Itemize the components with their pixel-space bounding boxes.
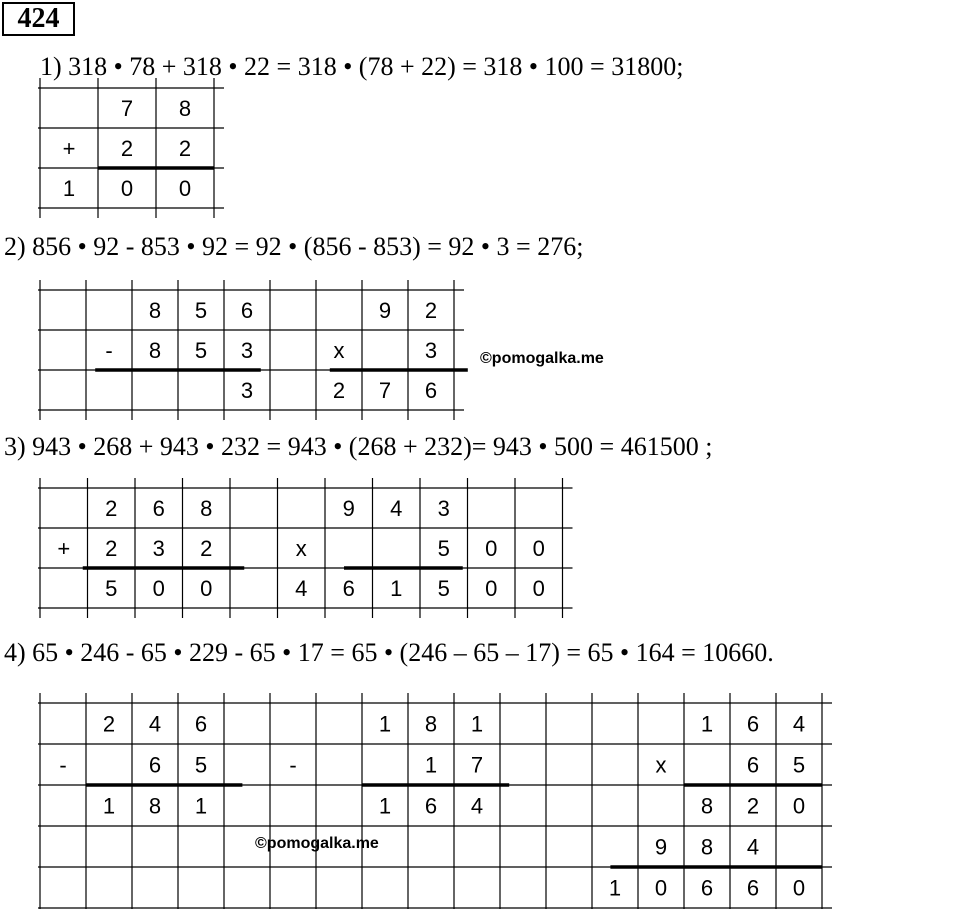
grid-cell-digit: 8	[178, 96, 192, 121]
grid-cell-digit: 2	[105, 536, 118, 561]
grid-cell-digit: -	[105, 338, 113, 363]
grid-cell-digit: 8	[148, 338, 162, 363]
grid-cell-digit: +	[57, 536, 71, 561]
grid-cell-digit: 4	[746, 834, 760, 860]
grid-cell-digit: 6	[240, 298, 254, 323]
grid-cell-digit: 0	[485, 576, 498, 601]
grid-cell-digit: 6	[152, 496, 165, 521]
grid-cell-digit: 5	[105, 576, 118, 601]
grid-cell-digit: 2	[200, 536, 213, 561]
grid-cell-digit: 6	[746, 875, 760, 901]
grid-cell-digit: 6	[424, 793, 438, 819]
grid-cell-digit: 8	[424, 711, 438, 737]
grid-cell-digit: 5	[792, 752, 806, 778]
grid-cell-digit: 1	[424, 752, 438, 778]
grid-cell-digit: 1	[700, 711, 714, 737]
grid-cell-digit: 0	[120, 176, 134, 201]
grid-cell-digit: +	[62, 136, 76, 161]
grid-cell-digit: 3	[424, 338, 438, 363]
grid-cell-digit: 0	[200, 576, 213, 601]
grid-cell-digit: 6	[746, 752, 760, 778]
grid-cell-digit: 0	[532, 536, 545, 561]
grid-cell-digit: 3	[240, 338, 254, 363]
grid-cell-digit: 8	[200, 496, 213, 521]
grid-cell-digit: x	[655, 752, 667, 778]
grid-cell-digit: 2	[102, 711, 116, 737]
grid-cell-digit: 1	[378, 711, 392, 737]
grid-cell-digit: 7	[120, 96, 134, 121]
grid-cell-digit: 8	[148, 793, 162, 819]
grid-cell-digit: 0	[792, 793, 806, 819]
grid-cell-digit: 2	[105, 496, 118, 521]
grid-cell-digit: 4	[390, 496, 403, 521]
grid-cell-digit: x	[295, 536, 307, 561]
equation-1: 1) 318 • 78 + 318 • 22 = 318 • (78 + 22) = 318 • 100 = 31800;	[40, 52, 684, 81]
grid-cell-digit: 4	[148, 711, 162, 737]
watermark-2: ©pomogalka.me	[255, 835, 379, 852]
grid-cell-digit: 0	[654, 875, 668, 901]
grid-cell-digit: 0	[792, 875, 806, 901]
grid-cell-digit: 0	[178, 176, 192, 201]
grid-cell-digit: 9	[378, 298, 392, 323]
grid-cell-digit: 5	[194, 298, 208, 323]
grid-cell-digit: 1	[470, 711, 484, 737]
grid-cell-digit: 5	[194, 752, 208, 778]
problem-number: 424	[2, 2, 75, 36]
grid-cell-digit: 5	[194, 338, 208, 363]
grid-cell-digit: 9	[342, 496, 355, 521]
grid-cell-digit: 1	[390, 576, 403, 601]
grid-cell-digit: 1	[194, 793, 208, 819]
grid-cell-digit: 7	[378, 378, 392, 403]
grid-cell-digit: 6	[700, 875, 714, 901]
equation-4: 4) 65 • 246 - 65 • 229 - 65 • 17 = 65 • (246 – 65 – 17) = 65 • 164 = 10660.	[4, 638, 774, 667]
watermark-1: ©pomogalka.me	[480, 350, 604, 367]
grid-cell-digit: 2	[424, 298, 438, 323]
grid-cell-digit: 2	[178, 136, 192, 161]
grid-cell-digit: 3	[240, 378, 254, 403]
grid-cell-digit: 4	[792, 711, 806, 737]
grid-cell-digit: -	[59, 752, 67, 778]
grid-cell-digit: 6	[194, 711, 208, 737]
grid-cell-digit: 5	[437, 536, 450, 561]
grid-cell-digit: 5	[437, 576, 450, 601]
grid-cell-digit: 1	[608, 875, 622, 901]
equation-2: 2) 856 • 92 - 853 • 92 = 92 • (856 - 853) = 92 • 3 = 276;	[4, 232, 584, 261]
grid-cell-digit: 9	[654, 834, 668, 860]
grid-cell-digit: 3	[437, 496, 450, 521]
grid-cell-digit: 6	[148, 752, 162, 778]
grid-cell-digit: 2	[332, 378, 346, 403]
grid-cell-digit: 0	[152, 576, 165, 601]
grid-cell-digit: x	[333, 338, 345, 363]
grid-cell-digit: 6	[342, 576, 355, 601]
grid-cell-digit: 0	[485, 536, 498, 561]
grid-cell-digit: 4	[470, 793, 484, 819]
equation-3: 3) 943 • 268 + 943 • 232 = 943 • (268 + 232)= 943 • 500 = 461500 ;	[4, 432, 713, 461]
grid-cell-digit: 8	[148, 298, 162, 323]
grid-cell-digit: 0	[532, 576, 545, 601]
grid-cell-digit: 3	[152, 536, 165, 561]
grid-cell-digit: -	[289, 752, 297, 778]
grid-cell-digit: 8	[700, 834, 714, 860]
grid-cell-digit: 7	[470, 752, 484, 778]
grid-cell-digit: 6	[746, 711, 760, 737]
grid-cell-digit: 4	[295, 576, 308, 601]
grid-cell-digit: 2	[120, 136, 134, 161]
grid-cell-digit: 1	[378, 793, 392, 819]
grid-cell-digit: 1	[62, 176, 76, 201]
grid-cell-digit: 2	[746, 793, 760, 819]
grid-cell-digit: 1	[102, 793, 116, 819]
grid-cell-digit: 8	[700, 793, 714, 819]
grid-cell-digit: 6	[424, 378, 438, 403]
